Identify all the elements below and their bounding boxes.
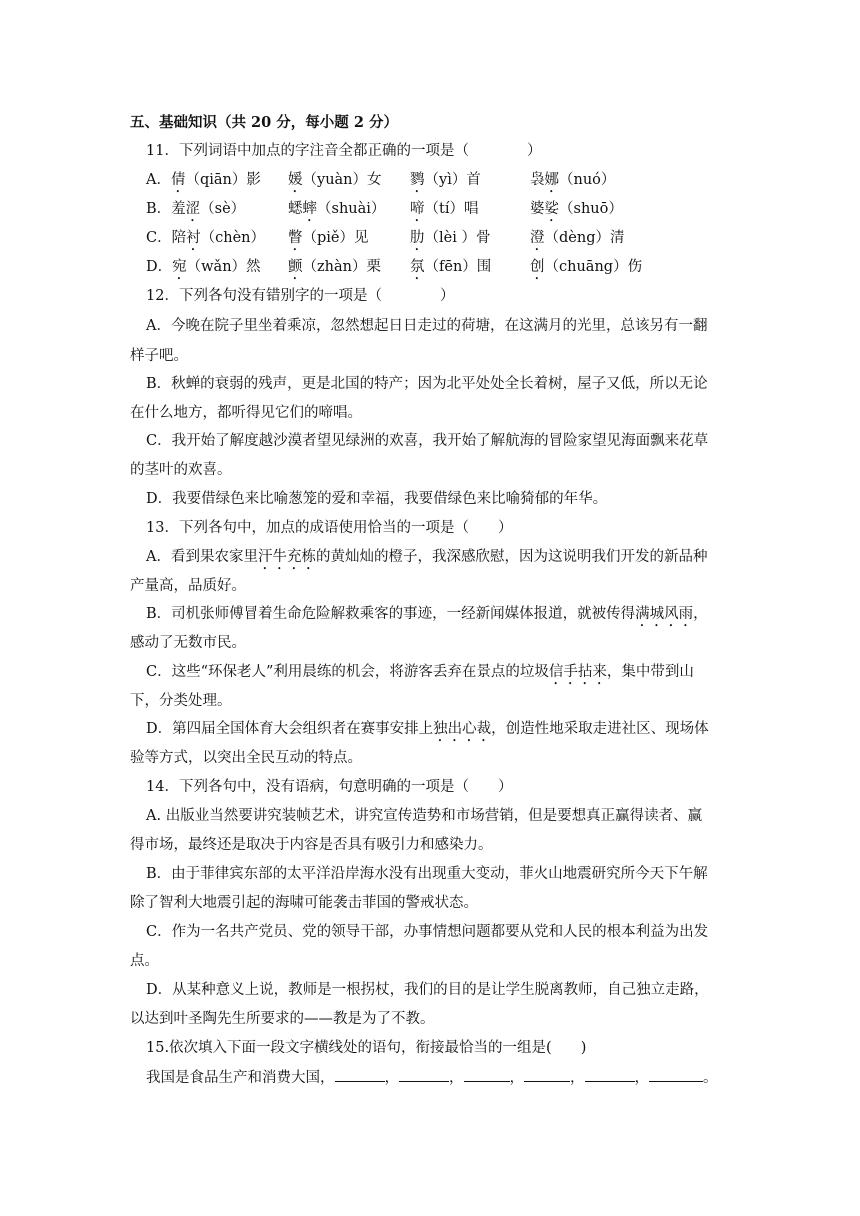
- q15-sep: ，: [509, 1070, 524, 1086]
- q13-option-d-line1: [146, 719, 709, 745]
- fill-blank-6[interactable]: [649, 1067, 703, 1082]
- fill-blank-3[interactable]: [464, 1067, 510, 1082]
- q11-option-c-2: 瞥（piě）见: [288, 230, 369, 246]
- q11-option-d-3: 氛（fēn）围: [410, 259, 492, 275]
- q13-c-text: C．这些“环保老人”利用晨练的机会，将游客丢弃在景点的垃圾: [146, 664, 549, 680]
- q14-option-a-line1: A. 出版业当然要讲究装帧艺术，讲究宣传造势和市场营销，但是要想真正赢得读者、赢: [146, 808, 703, 824]
- q13-option-c-line2: 下，分类处理。: [130, 693, 232, 709]
- q12-option-c-line2: 的茎叶的欢喜。: [130, 462, 232, 478]
- q11-option-a-1: A．倩（qiān）影: [146, 172, 261, 188]
- q15-sep: ，: [634, 1070, 649, 1086]
- q11-option-c-4: 澄（dèng）清: [530, 230, 625, 246]
- q13-c-text-after: ，集中带到山: [606, 664, 694, 680]
- q12-option-a-line1: A．今晚在院子里坐着乘凉，忽然想起日日走过的荷塘，在这满月的光里，总该另有一翻: [146, 318, 708, 334]
- q15-end: 。: [703, 1070, 718, 1086]
- q13-b-text: B．司机张师傅冒着生命危险解救乘客的事迹，一经新闻媒体报道，就被传得: [146, 606, 636, 622]
- q13-option-c-line1: [146, 662, 694, 688]
- q11-option-b-1: B．羞涩（sè）: [146, 201, 246, 217]
- q11-option-a-4: 袅娜（nuó）: [530, 172, 616, 188]
- question-15-stem: 15.依次填入下面一段文字横线处的语句，衔接最恰当的一组是( ): [146, 1040, 587, 1056]
- q14-option-b-line1: B．由于菲律宾东部的太平洋沿岸海水没有出现重大变动，菲火山地震研究所今天下午解: [146, 866, 708, 882]
- q11-option-b-4: 婆娑（shuō）: [530, 201, 623, 217]
- fill-blank-1[interactable]: [335, 1067, 385, 1082]
- q11-option-d-1: D．宛（wǎn）然: [146, 259, 261, 275]
- q11-option-c-1: C．陪衬（chèn）: [146, 230, 265, 246]
- section-heading: 五、基础知识（共 20 分，每小题 2 分）: [130, 114, 398, 131]
- q11-option-a-2: 媛（yuàn）女: [288, 172, 382, 188]
- q13-d-text-after: ，创造性地采取走进社区、现场体: [491, 721, 709, 737]
- q11-option-b-3: 啼（tí）唱: [410, 201, 479, 217]
- q11-option-a-3: 鹨（yì）首: [410, 172, 481, 188]
- q11-option-d-2: 颤（zhàn）栗: [288, 259, 381, 275]
- q13-a-text: A．看到果农家里: [146, 549, 258, 565]
- fill-blank-5[interactable]: [585, 1067, 635, 1082]
- q13-option-d-line2: 验等方式，以突出全民互动的特点。: [130, 750, 362, 766]
- q13-option-a-line2: 产量高，品质好。: [130, 578, 246, 594]
- fill-blank-2[interactable]: [399, 1067, 449, 1082]
- question-12-stem: 12．下列各句没有错别字的一项是（ ）: [146, 288, 455, 304]
- q15-fill-in-line: [146, 1067, 718, 1088]
- q12-option-a-line2: 样子吧。: [130, 348, 188, 364]
- q15-sep: ，: [384, 1070, 399, 1086]
- question-11-stem: 11．下列词语中加点的字注音全都正确的一项是（ ）: [146, 143, 542, 159]
- q14-option-b-line2: 除了智利大地震引起的海啸可能袭击菲国的警戒状态。: [130, 895, 478, 911]
- q14-option-c-line2: 点。: [130, 953, 159, 969]
- q13-c-idiom: 信手拈来: [548, 664, 607, 680]
- q13-option-b-line1: [146, 604, 708, 630]
- q12-option-c-line1: C．我开始了解度越沙漠者望见绿洲的欢喜，我开始了解航海的冒险家望见海面飘来花草: [146, 433, 709, 449]
- question-14-stem: 14．下列各句中，没有语病，句意明确的一项是（ ）: [146, 779, 513, 795]
- question-13-stem: 13．下列各句中，加点的成语使用恰当的一项是（ ）: [146, 520, 513, 536]
- q15-sep: ，: [570, 1070, 585, 1086]
- q15-sep: ，: [449, 1070, 464, 1086]
- q11-option-c-3: 肋（lèi ）骨: [410, 230, 491, 246]
- q12-option-b-line1: B．秋蝉的衰弱的残声，更是北国的特产；因为北平处处全长着树，屋子又低，所以无论: [146, 376, 708, 392]
- q13-d-idiom: 独出心裁: [433, 721, 492, 737]
- q14-option-d-line1: D．从某种意义上说，教师是一根拐杖，我们的目的是让学生脱离教师，自己独立走路，: [146, 982, 709, 998]
- fill-blank-4[interactable]: [524, 1067, 570, 1082]
- q13-d-text: D．第四届全国体育大会组织者在赛事安排上: [146, 721, 434, 737]
- q14-option-a-line2: 得市场，最终还是取决于内容是否具有吸引力和感染力。: [130, 837, 493, 853]
- q12-option-d-line1: D．我要借绿色来比喻葱笼的爱和幸福，我要借绿色来比喻猗郁的年华。: [146, 491, 608, 507]
- q13-a-text-after: 的黄灿灿的橙子，我深感欣慰，因为这说明我们开发的新品种: [315, 549, 708, 565]
- q15-text: 我国是食品生产和消费大国，: [146, 1070, 335, 1086]
- q14-option-d-line2: 以达到叶圣陶先生所要求的——教是为了不教。: [130, 1011, 435, 1027]
- q13-option-b-line2: 感动了无数市民。: [130, 635, 246, 651]
- q12-option-b-line2: 在什么地方，都听得见它们的啼唱。: [130, 405, 362, 421]
- q14-option-c-line1: C．作为一名共产党员、党的领导干部，办事情想问题都要从党和人民的根本利益为出发: [146, 924, 709, 940]
- q13-b-text-after: ，: [693, 606, 708, 622]
- q13-option-a-line1: [146, 547, 707, 573]
- q13-b-idiom: 满城风雨: [635, 606, 694, 622]
- q11-option-d-4: 创（chuāng）伤: [530, 259, 643, 275]
- q13-a-idiom: 汗牛充栋: [257, 549, 316, 565]
- q11-option-b-2: 蟋蟀（shuài）: [288, 201, 386, 217]
